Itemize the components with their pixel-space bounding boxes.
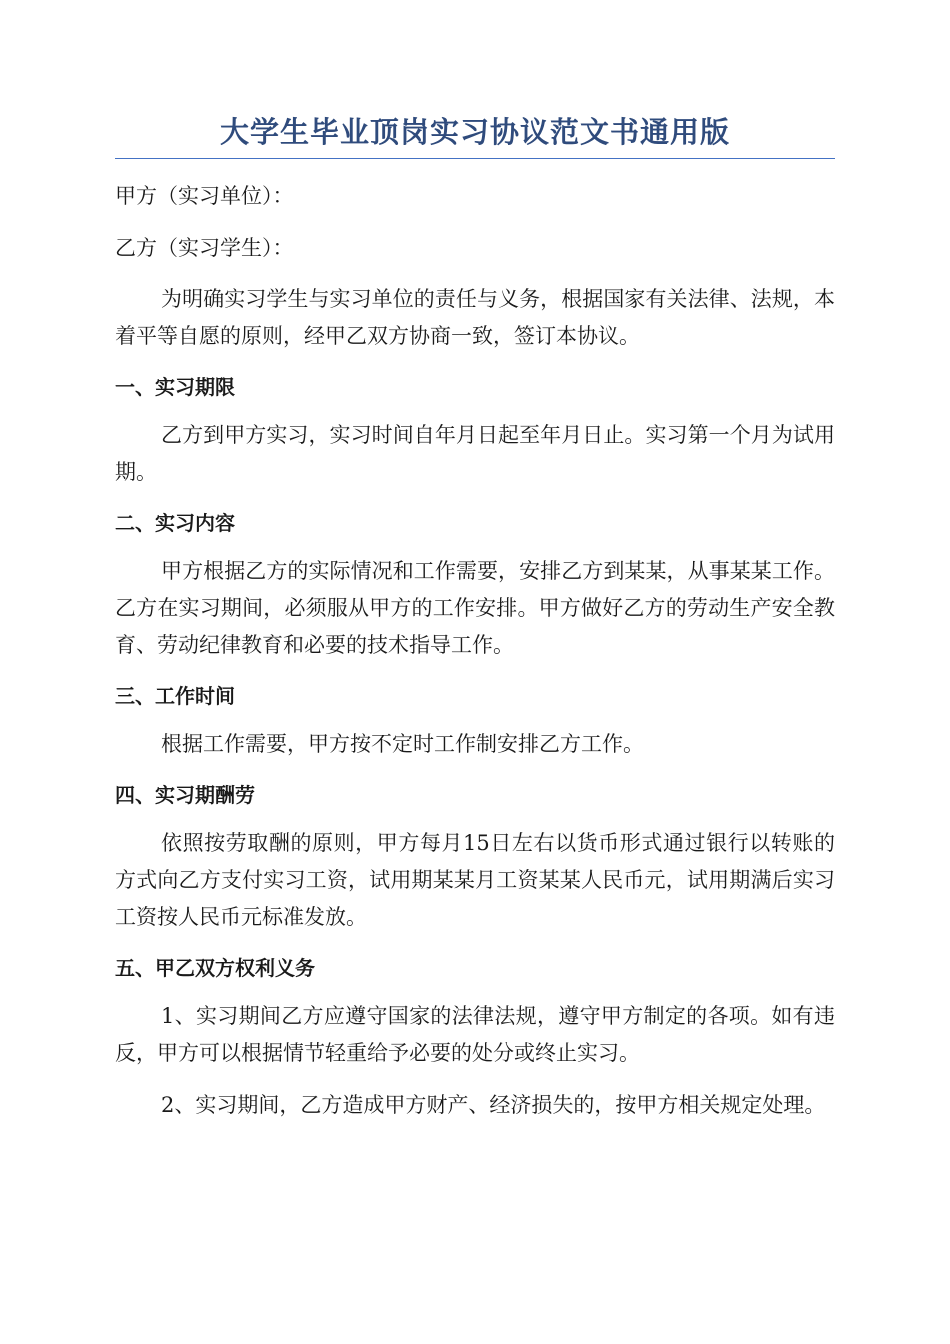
section-paragraph-rights-1: 1、实习期间乙方应遵守国家的法律法规，遵守甲方制定的各项。如有违反，甲方可以根据情节轻重给予必要的处分或终止实习。 bbox=[115, 1004, 835, 1065]
party-a-line: 甲方（实习单位）： bbox=[115, 184, 294, 208]
section-heading-worktime: 三、工作时间 bbox=[115, 684, 235, 708]
section-heading-rights: 五、甲乙双方权利义务 bbox=[115, 956, 315, 980]
section-heading-term: 一、实习期限 bbox=[115, 375, 235, 399]
document-page bbox=[115, 112, 835, 1124]
document-title: 大学生毕业顶岗实习协议范文书通用版 bbox=[115, 112, 835, 159]
section-paragraph-worktime: 根据工作需要，甲方按不定时工作制安排乙方工作。 bbox=[161, 732, 644, 756]
section-paragraph-rights-2: 2、实习期间，乙方造成甲方财产、经济损失的，按甲方相关规定处理。 bbox=[161, 1093, 826, 1117]
section-paragraph-content: 甲方根据乙方的实际情况和工作需要，安排乙方到某某，从事某某工作。乙方在实习期间，必须服从甲方的工作安排。甲方做好乙方的劳动生产安全教育、劳动纪律教育和必要的技术指导工作。 bbox=[115, 559, 835, 657]
party-b-line: 乙方（实习学生）： bbox=[115, 236, 294, 260]
section-heading-pay: 四、实习期酬劳 bbox=[115, 783, 255, 807]
section-heading-content: 二、实习内容 bbox=[115, 511, 235, 535]
section-paragraph-pay: 依照按劳取酬的原则，甲方每月15日左右以货币形式通过银行以转账的方式向乙方支付实习工资，试用期某某月工资某某人民币元，试用期满后实习工资按人民币元标准发放。 bbox=[115, 831, 835, 929]
section-paragraph-term: 乙方到甲方实习，实习时间自年月日起至年月日止。实习第一个月为试用期。 bbox=[115, 423, 835, 484]
intro-paragraph: 为明确实习学生与实习单位的责任与义务，根据国家有关法律、法规，本着平等自愿的原则，经甲乙双方协商一致，签订本协议。 bbox=[115, 287, 835, 348]
